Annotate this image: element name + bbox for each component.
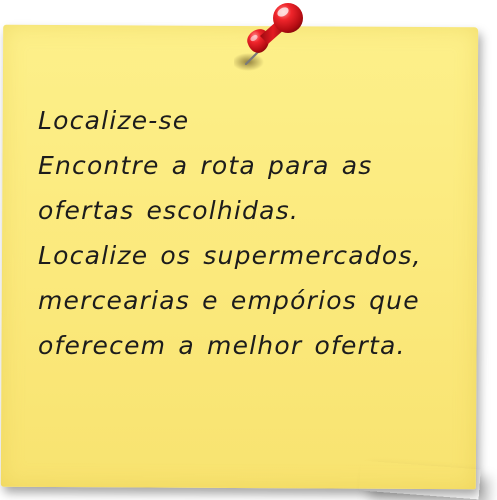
note-line-5: mercearias e empórios que — [38, 286, 420, 315]
note-line-4: Localize os supermercados, — [38, 241, 422, 270]
push-pin-icon — [234, 0, 314, 90]
note-line-6: oferecem a melhor oferta. — [38, 331, 406, 360]
note-line-1: Localize-se — [38, 106, 190, 135]
pin-head — [273, 3, 303, 33]
note-text — [38, 98, 478, 368]
note-line-2: Encontre a rota para as — [38, 151, 373, 180]
note-line-3: ofertas escolhidas. — [38, 196, 299, 225]
